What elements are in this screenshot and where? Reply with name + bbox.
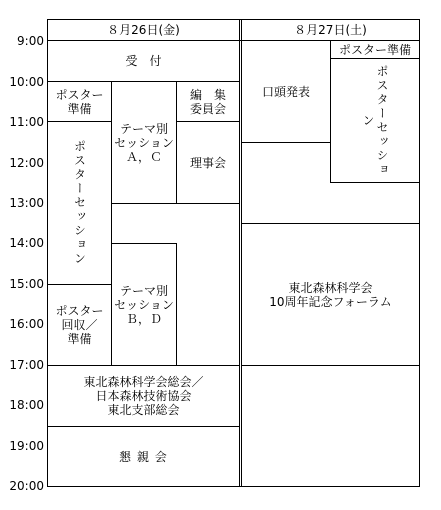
time-label: 10:00	[9, 75, 44, 89]
poster-collect-line: ポスター	[55, 304, 104, 318]
time-label: 18:00	[9, 398, 44, 412]
frame-bottom	[47, 486, 420, 487]
editorial-committee-cell	[177, 82, 239, 121]
reception-cell: 受 付	[125, 54, 162, 68]
frame-right	[419, 19, 420, 487]
social-gathering-cell: 懇 親 会	[119, 449, 168, 464]
poster-collect-line: 回収／	[61, 318, 98, 332]
theme-bd-line: Ｂ，Ｄ	[125, 311, 162, 326]
theme-ac-line: セッション	[114, 135, 174, 150]
poster-prep-line: ポスター	[55, 87, 104, 102]
theme-session-bd-cell	[112, 244, 176, 365]
poster-prep-cell	[48, 82, 111, 121]
day2-poster-prep-cell: ポスター準備	[338, 42, 411, 57]
theme-bd-line: テーマ別	[119, 283, 168, 298]
time-label: 13:00	[9, 196, 44, 210]
poster-prep-line: 準備	[67, 101, 92, 116]
theme-ac-line: テーマ別	[119, 121, 168, 136]
theme-session-ac-cell	[112, 82, 176, 203]
theme-bd-line: セッション	[114, 297, 174, 312]
time-label: 20:00	[9, 479, 44, 493]
day2-poster-session-cell	[331, 59, 419, 182]
poster-session-label: ポスターセッション	[72, 140, 87, 266]
time-label: 16:00	[9, 317, 44, 331]
theme-ac-line: Ａ，Ｃ	[125, 149, 162, 164]
general-meeting-cell	[48, 366, 239, 426]
d1-vline-c	[176, 243, 177, 365]
poster-session-label: ポスターセッション	[361, 64, 389, 177]
poster-collect-line: 準備	[67, 332, 92, 346]
board-meeting-cell: 理事会	[189, 155, 226, 170]
forum-line: 東北森林科学会	[288, 280, 373, 295]
d2-line-forum-end	[241, 365, 420, 366]
forum-cell	[242, 224, 419, 365]
general-meeting-line: 日本森林技術協会	[95, 389, 192, 403]
general-meeting-line: 東北森林科学会総会／	[83, 375, 204, 389]
time-label: 15:00	[9, 277, 44, 291]
d1-line-1300	[111, 203, 240, 204]
time-label: 11:00	[9, 115, 44, 129]
editorial-line: 編 集	[189, 87, 226, 102]
general-meeting-line: 東北支部総会	[107, 403, 180, 417]
editorial-line: 委員会	[189, 101, 226, 116]
oral-presentation-cell: 口頭発表	[261, 84, 310, 99]
day2-header: ８月27日(土)	[294, 23, 367, 37]
time-label: 12:00	[9, 156, 44, 170]
time-label: 9:00	[17, 34, 44, 48]
d2-line-poster-end	[330, 182, 420, 183]
forum-line: 10周年記念フォーラム	[269, 294, 392, 309]
time-label: 14:00	[9, 236, 44, 250]
time-label: 19:00	[9, 439, 44, 453]
poster-collect-cell	[48, 285, 111, 365]
day1-poster-session-cell	[48, 122, 111, 284]
day-separator-a	[239, 19, 240, 487]
day1-header: ８月26日(金)	[107, 23, 180, 37]
time-label: 17:00	[9, 358, 44, 372]
d2-line-oral-end	[241, 142, 331, 143]
